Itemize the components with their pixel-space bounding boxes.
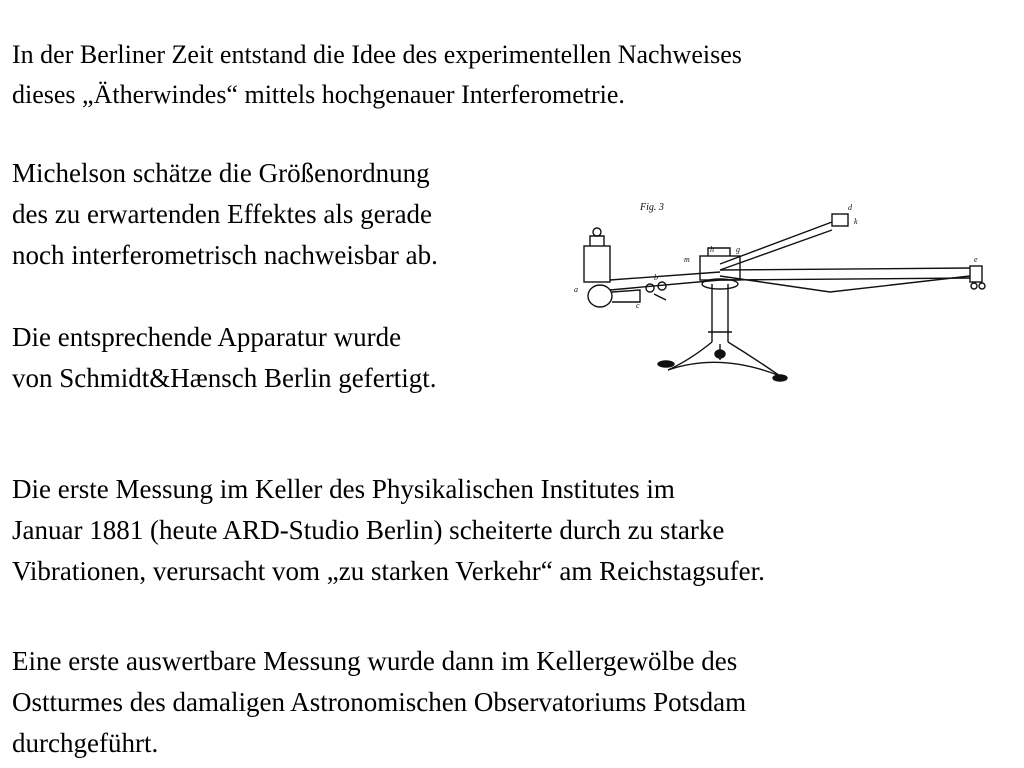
tripod-leg-right bbox=[728, 342, 780, 376]
telescope-lens bbox=[588, 285, 612, 307]
letter-k: k bbox=[854, 217, 858, 226]
first-measurement-line-1: Die erste Messung im Keller des Physikalischen Institutes im bbox=[12, 474, 675, 504]
second-measurement-line-2: Ostturmes des damaligen Astronomischen Observatoriums Potsdam bbox=[12, 687, 747, 717]
second-measurement-line-1: Eine erste auswertbare Messung wurde dann im Kellergewölbe des bbox=[12, 646, 738, 676]
second-measurement-line-3: durchgeführt. bbox=[12, 728, 159, 758]
foot-center bbox=[715, 350, 725, 358]
right-arm-top-edge bbox=[720, 268, 970, 270]
left-arm-top-edge bbox=[610, 272, 720, 280]
foot-right bbox=[773, 375, 787, 381]
estimate-line-1: Michelson schätze die Größenordnung bbox=[12, 158, 430, 188]
apparatus-line-2: von Schmidt&Hænsch Berlin gefertigt. bbox=[12, 363, 437, 393]
figure-label: Fig. 3 bbox=[640, 202, 664, 213]
pedestal bbox=[712, 284, 728, 342]
letter-a: a bbox=[574, 285, 578, 294]
apparatus-line-1: Die entsprechende Apparatur wurde bbox=[12, 322, 402, 352]
upper-arm-top-edge bbox=[720, 222, 832, 264]
estimate-line-2: des zu erwartenden Effektes als gerade bbox=[12, 199, 433, 229]
intro-line-2: dieses „Ätherwindes“ mittels hochgenauer Interferometrie. bbox=[12, 80, 625, 109]
far-mirror-top bbox=[832, 214, 848, 226]
letter-b: b bbox=[654, 273, 658, 282]
first-measurement-line-2: Januar 1881 (heute ARD-Studio Berlin) scheiterte durch zu starke bbox=[12, 515, 725, 545]
tripod-leg-left bbox=[668, 342, 712, 370]
intro-line-1: In der Berliner Zeit entstand die Idee des experimentellen Nachweises bbox=[12, 40, 742, 69]
foot-left bbox=[658, 361, 674, 367]
letter-g: g bbox=[736, 245, 740, 254]
letter-h: h bbox=[710, 245, 714, 254]
first-measurement-line-3: Vibrationen, verursacht vom „zu starken Verkehr“ am Reichstagsufer. bbox=[12, 556, 765, 586]
estimate-line-3: noch interferometrisch nachweisbar ab. bbox=[12, 240, 438, 270]
far-mirror-right bbox=[970, 266, 982, 282]
letter-m: m bbox=[684, 255, 690, 264]
letter-e: e bbox=[974, 255, 978, 264]
source-housing bbox=[584, 246, 610, 282]
interferometer-figure bbox=[570, 192, 1000, 392]
letter-d: d bbox=[848, 203, 852, 212]
letter-c: c bbox=[636, 301, 640, 310]
